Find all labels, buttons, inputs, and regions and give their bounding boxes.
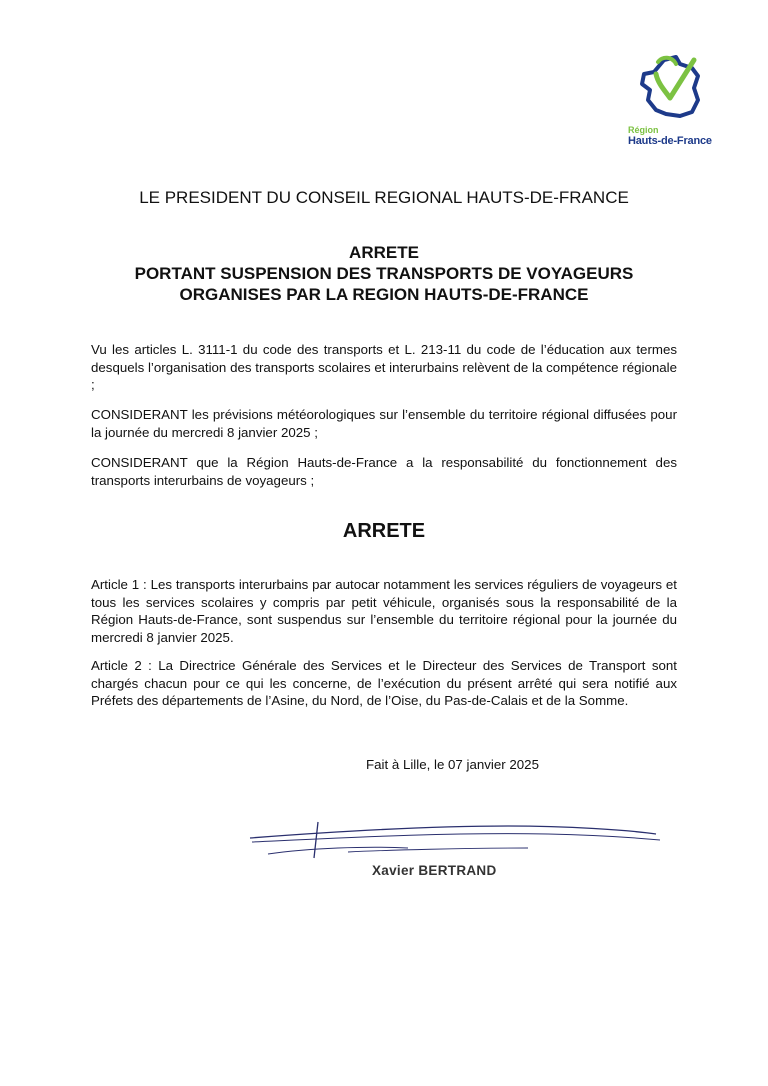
france-map-icon xyxy=(636,54,706,122)
decision-heading: ARRETE xyxy=(342,520,426,542)
document-title xyxy=(0,242,768,305)
place-date: Fait à Lille, le 07 janvier 2025 xyxy=(366,757,539,772)
logo-name-text: Hauts-de-France xyxy=(628,135,712,147)
region-logo xyxy=(626,54,726,149)
article-2: Article 2 : La Directrice Générale des Services et le Directeur des Services de Transport sont chargés chacun pour ce qui les concerne, de l’exécution du présent arrêté qui sera notifié aux Préfets des départements de l’Asine, du Nord, de l’Oise, du Pas-de-Calais et de la Somme. xyxy=(91,658,677,709)
considerant-responsibility-paragraph: CONSIDERANT que la Région Hauts-de-France a la responsabilité du fonctionnement des transports interurbains de voyageurs ; xyxy=(91,455,677,488)
considerant-weather-paragraph: CONSIDERANT les prévisions météorologiques sur l’ensemble du territoire régional diffusées pour la journée du mercredi 8 janvier 2025 ; xyxy=(91,407,677,440)
subtitle-line-2: ORGANISES PAR LA REGION HAUTS-DE-FRANCE xyxy=(179,285,589,304)
logo-region-text: Région xyxy=(628,125,659,135)
signer-name: Xavier BERTRAND xyxy=(372,863,497,878)
vu-paragraph: Vu les articles L. 3111-1 du code des transports et L. 213-11 du code de l’éducation aux termes desquels l’organisation des transports scolaires et interurbains relèvent de la compétence régionale ; xyxy=(91,342,677,393)
president-title: LE PRESIDENT DU CONSEIL REGIONAL HAUTS-DE-FRANCE xyxy=(139,188,629,207)
article-1: Article 1 : Les transports interurbains par autocar notamment les services réguliers de voyageurs et tous les services scolaires y compris par petit véhicule, organisés sous la responsabilité de la Région Hauts-de-France, sont suspendus sur l’ensemble du territoire régional pour la journée du mercredi 8 janvier 2025. xyxy=(91,577,677,645)
arrete-label: ARRETE xyxy=(349,243,419,262)
subtitle-line-1: PORTANT SUSPENSION DES TRANSPORTS DE VOYAGEURS xyxy=(134,264,634,283)
